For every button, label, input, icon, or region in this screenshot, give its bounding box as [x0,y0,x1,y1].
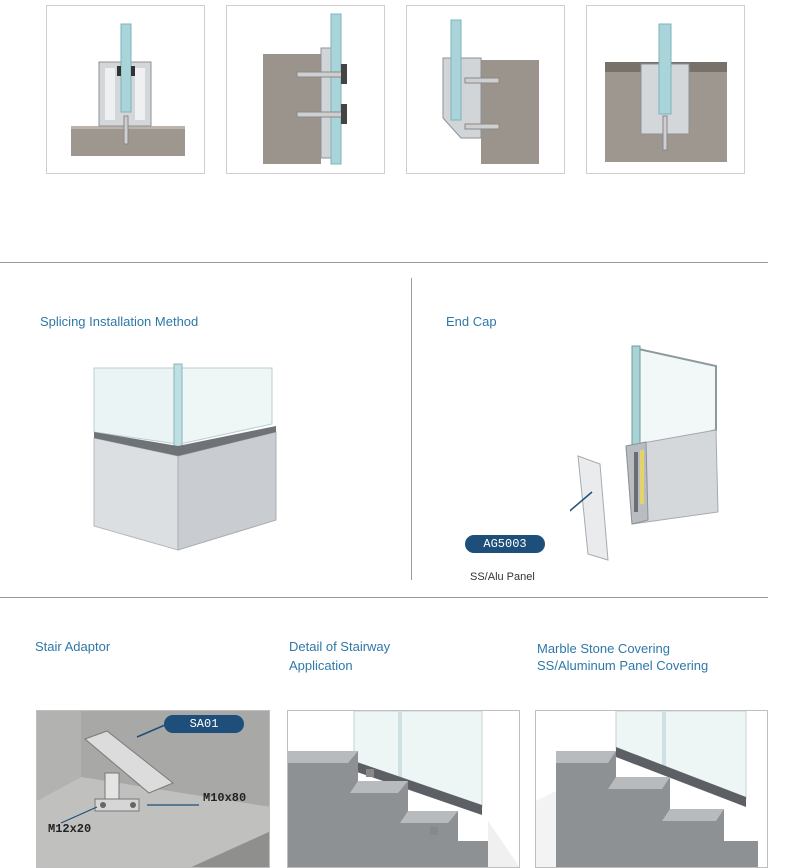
stone-covering-title-line2: SS/Aluminum Panel Covering [537,658,709,673]
stone-covering-box [535,710,768,868]
top-mount-illustration [47,6,205,174]
installation-thumb-side-mount [226,5,385,174]
end-cap-title: End Cap [446,314,497,329]
fascia-mount-illustration [407,6,565,174]
installation-thumb-top-mount [46,5,205,174]
stairway-detail-title-line2: Application [289,658,353,673]
splicing-illustration [90,360,290,555]
stair-adaptor-badge: SA01 [164,715,244,733]
splicing-title: Splicing Installation Method [40,314,199,329]
end-cap-badge: AG5003 [465,535,545,553]
stairway-detail-title-line1: Detail of Stairway [289,639,391,654]
stairway-detail-box [287,710,520,868]
installation-thumb-embedded-mount [586,5,745,174]
end-cap-panel-label: SS/Alu Panel [470,571,535,583]
stone-covering-title-line1: Marble Stone Covering [537,641,670,656]
stair-adaptor-m12-label: M12x20 [48,822,92,836]
embedded-mount-illustration [587,6,745,174]
installation-thumb-fascia-mount [406,5,565,174]
stair-adaptor-title: Stair Adaptor [35,639,111,654]
stone-covering-illustration [536,711,768,868]
end-cap-illustration [570,342,770,562]
section-divider-2 [0,597,768,598]
side-mount-illustration [227,6,385,174]
stair-adaptor-box [36,710,270,868]
stair-adaptor-illustration [37,711,270,868]
section-divider-1 [0,262,768,263]
stair-adaptor-m10-label: M10x80 [203,791,247,805]
stairway-detail-illustration [288,711,520,868]
section-divider-vertical [411,278,412,580]
